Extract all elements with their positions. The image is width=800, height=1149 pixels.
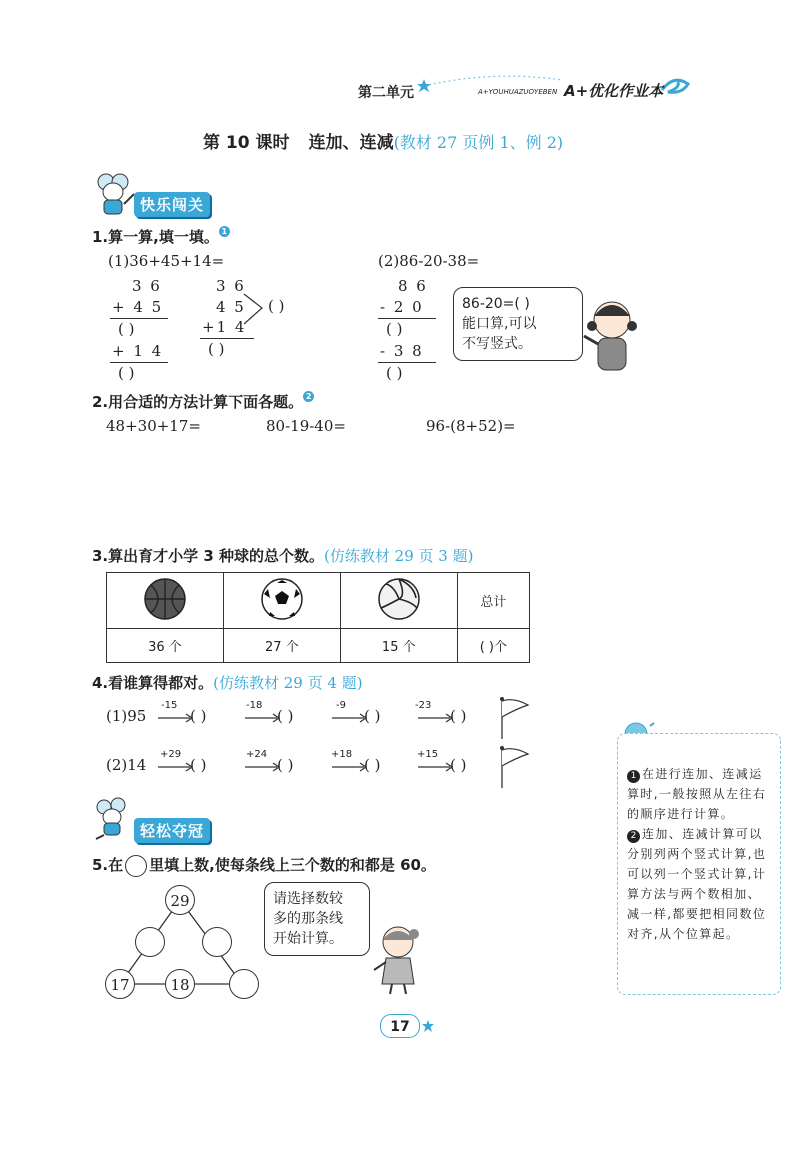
q1b-line (200, 338, 254, 339)
q1a-r1: 3 6 (132, 277, 162, 295)
volleyball-cell (340, 573, 457, 629)
soccer-ball-cell (223, 573, 340, 629)
q2-title (92, 391, 314, 412)
q4-row1-blank3[interactable]: ( ) (364, 707, 381, 725)
q4-row2-op1: +29 (160, 749, 182, 760)
q1b-r1: 3 6 (216, 277, 246, 295)
q1c-r5[interactable]: ( ) (386, 364, 403, 382)
q4-row1-label: (1)95 (106, 707, 147, 725)
q5-title-a: 5.在 (92, 856, 124, 874)
q2-item-3: 96-(8+52)= (426, 417, 516, 435)
lesson-ref: (教材 27 页例 1、例 2) (393, 133, 564, 152)
brand-title: A+优化作业本 (564, 82, 664, 100)
lesson-number: 第 10 课时 (203, 133, 290, 153)
q4-row2-blank1[interactable]: ( ) (190, 756, 207, 774)
count-basketball: 36 个 (107, 629, 224, 663)
q4-row2-op4: +15 (417, 749, 439, 760)
circle-bottom-mid: 18 (165, 969, 195, 999)
circle-right-mid[interactable] (202, 927, 232, 957)
circle-bottom-left: 17 (105, 969, 135, 999)
mouse-teacher-icon (90, 170, 136, 218)
q1c-r1: 8 6 (398, 277, 428, 295)
q1-title-text: 1.算一算,填一填。 (92, 228, 219, 246)
count-total-blank[interactable]: ( )个 (457, 629, 529, 663)
q1-expr-2: (2)86-20-38= (378, 252, 480, 270)
q4-row2-op2: +24 (246, 749, 268, 760)
q1a-line2 (110, 362, 168, 363)
q4-row1-blank4[interactable]: ( ) (450, 707, 467, 725)
circle-left-mid[interactable] (135, 927, 165, 957)
q4-row1-op1: -15 (161, 700, 178, 711)
q4-row1-blank2[interactable]: ( ) (277, 707, 294, 725)
q1c-line2 (378, 362, 436, 363)
count-volleyball: 15 个 (340, 629, 457, 663)
tip-box (617, 733, 781, 995)
q1-title (92, 226, 230, 247)
q4-ref: (仿练教材 29 页 4 题) (213, 674, 363, 692)
q4-row1-blank1[interactable]: ( ) (190, 707, 207, 725)
hint-bubble-2 (264, 882, 370, 956)
balls-table (106, 572, 530, 663)
basketball-cell (107, 573, 224, 629)
q5-title-b: 里填上数,使每条线上三个数的和都是 60。 (149, 856, 436, 874)
hint-bubble-2-line3: 开始计算。 (273, 931, 343, 947)
q1b-r2: 4 5 (216, 298, 246, 316)
unit-label: 第二单元 (358, 85, 414, 101)
q4-title-text: 4.看谁算得都对。 (92, 674, 214, 692)
mouse-runner-icon (90, 795, 136, 841)
girl-icon (578, 292, 648, 374)
q4-row2-label: (2)14 (106, 756, 147, 774)
q3-ref: (仿练教材 29 页 3 题) (324, 547, 474, 565)
q5-circle-symbol (125, 855, 147, 877)
q1b-side[interactable]: ( ) (268, 297, 285, 315)
q4-row1-op2: -18 (246, 700, 263, 711)
lesson-topic: 连加、连减 (308, 133, 394, 153)
q4-row2-arrows (150, 757, 530, 777)
q4-row2-blank3[interactable]: ( ) (364, 756, 381, 774)
hint-bubble-1-line3: 不写竖式。 (462, 336, 532, 352)
hint-bubble-1 (453, 287, 583, 361)
tip-number-2: 2 (627, 830, 640, 843)
q1c-r4: - 3 8 (380, 342, 424, 360)
tip-text-1: 在进行连加、连减运算时,一般按照从左往右的顺序进行计算。 (627, 767, 767, 821)
q1a-r3[interactable]: ( ) (118, 320, 135, 338)
q1c-r3[interactable]: ( ) (386, 320, 403, 338)
hint-bubble-1-line2: 能口算,可以 (462, 316, 537, 332)
q4-title (92, 672, 363, 693)
q1-marker: 1 (219, 226, 230, 237)
q3-title (92, 545, 473, 566)
q1-expr-1: (1)36+45+14= (108, 252, 225, 270)
circle-bottom-right[interactable] (229, 969, 259, 999)
tip-paragraph-2 (627, 824, 772, 944)
tip-paragraph-1 (627, 764, 772, 824)
tip-text-2: 连加、连减计算可以分别列两个竖式计算,也可以列一个竖式计算,计算方法与两个数相加、减一样,都要把相同数位对齐,从个位算起。 (627, 827, 767, 941)
page-number: 17 (390, 1019, 410, 1035)
q4-row2-blank4[interactable]: ( ) (450, 756, 467, 774)
star-icon (422, 1020, 434, 1032)
q1a-line1 (110, 318, 168, 319)
q1b-bracket (242, 290, 266, 330)
swirl-icon (662, 80, 688, 92)
hint-bubble-2-line2: 多的那条线 (273, 911, 343, 927)
basketball-icon (142, 576, 188, 622)
q1b-r3: +1 4 (202, 318, 247, 336)
soccer-ball-icon (259, 576, 305, 622)
q4-row1-op4: -23 (415, 700, 432, 711)
total-label-cell: 总计 (457, 573, 529, 629)
q4-row1-op3: -9 (336, 700, 346, 711)
flag-icon (498, 744, 532, 790)
q4-row2-blank2[interactable]: ( ) (277, 756, 294, 774)
q2-marker: 2 (303, 391, 314, 402)
hint-bubble-2-line1: 请选择数较 (273, 891, 343, 907)
q1b-r4[interactable]: ( ) (208, 340, 225, 358)
girl-icon (368, 920, 428, 996)
brand-small: A+YOUHUAZUOYEBEN (478, 88, 558, 96)
hint-bubble-1-line1: 86-20=( ) (462, 296, 530, 312)
q2-item-2: 80-19-40= (266, 417, 346, 435)
tip-number-1: 1 (627, 770, 640, 783)
page-number-badge (380, 1014, 420, 1038)
q1c-r2: - 2 0 (380, 298, 424, 316)
q1a-r5[interactable]: ( ) (118, 364, 135, 382)
volleyball-icon (376, 576, 422, 622)
q2-title-text: 2.用合适的方法计算下面各题。 (92, 393, 304, 411)
circle-top: 29 (165, 885, 195, 915)
flag-icon (498, 695, 532, 741)
q3-title-text: 3.算出育才小学 3 种球的总个数。 (92, 547, 325, 565)
q1a-r4: + 1 4 (112, 342, 164, 360)
count-soccer: 27 个 (223, 629, 340, 663)
q2-item-1: 48+30+17= (106, 417, 201, 435)
q5-title (92, 854, 436, 877)
q4-row1-arrows (150, 708, 530, 728)
section-badge-easy: 轻松夺冠 (134, 818, 210, 843)
q1a-r2: + 4 5 (112, 298, 164, 316)
q4-row2-op3: +18 (331, 749, 353, 760)
page-title (203, 128, 563, 153)
star-icon (417, 79, 431, 92)
q1c-line1 (378, 318, 436, 319)
section-badge-happy: 快乐闯关 (134, 192, 210, 217)
